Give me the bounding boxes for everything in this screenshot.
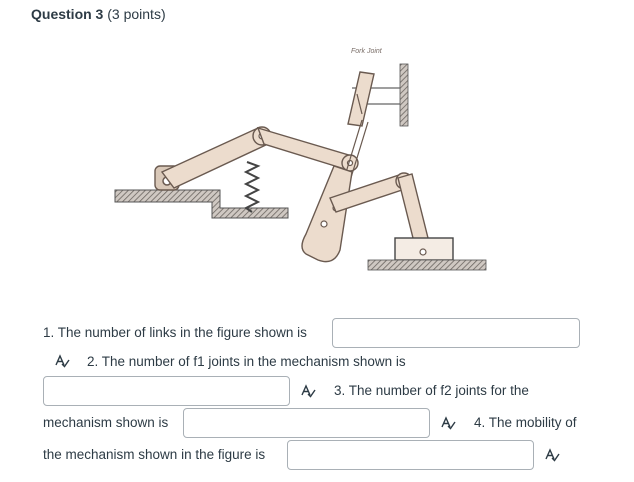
question-1-text: 1. The number of links in the figure shown is [43, 325, 307, 340]
fork-slider [348, 72, 374, 126]
left-ground [115, 190, 288, 218]
fork-joint-label: Fork Joint [351, 48, 382, 55]
question-number: Question 3 [31, 6, 104, 22]
question-2-text: 2. The number of f1 joints in the mechanism shown is [87, 354, 406, 369]
spellcheck-icon-1[interactable] [54, 353, 70, 369]
answer-1-input[interactable] [332, 318, 580, 348]
question-title [31, 6, 166, 22]
question-4-text: 4. The mobility of [474, 415, 577, 430]
question-points: (3 points) [107, 6, 166, 22]
spellcheck-icon-2[interactable] [300, 383, 316, 399]
mechanism-figure [112, 42, 488, 276]
link-middle [258, 128, 352, 170]
answer-4-input[interactable] [287, 440, 534, 470]
central-body [302, 166, 352, 262]
slider-pin [420, 249, 426, 255]
right-ground [368, 260, 486, 270]
link-left [162, 128, 268, 188]
spring [246, 162, 258, 212]
question-4-text-cont: the mechanism shown in the figure is [43, 447, 266, 462]
spellcheck-icon-4[interactable] [544, 447, 560, 463]
answer-2-input[interactable] [43, 376, 290, 406]
question-3-text: 3. The number of f2 joints for the [334, 383, 529, 398]
answer-3-input[interactable] [183, 408, 430, 438]
spellcheck-icon-3[interactable] [440, 415, 456, 431]
question-3-text-cont: mechanism shown is [43, 415, 169, 430]
right-wall [400, 64, 408, 126]
